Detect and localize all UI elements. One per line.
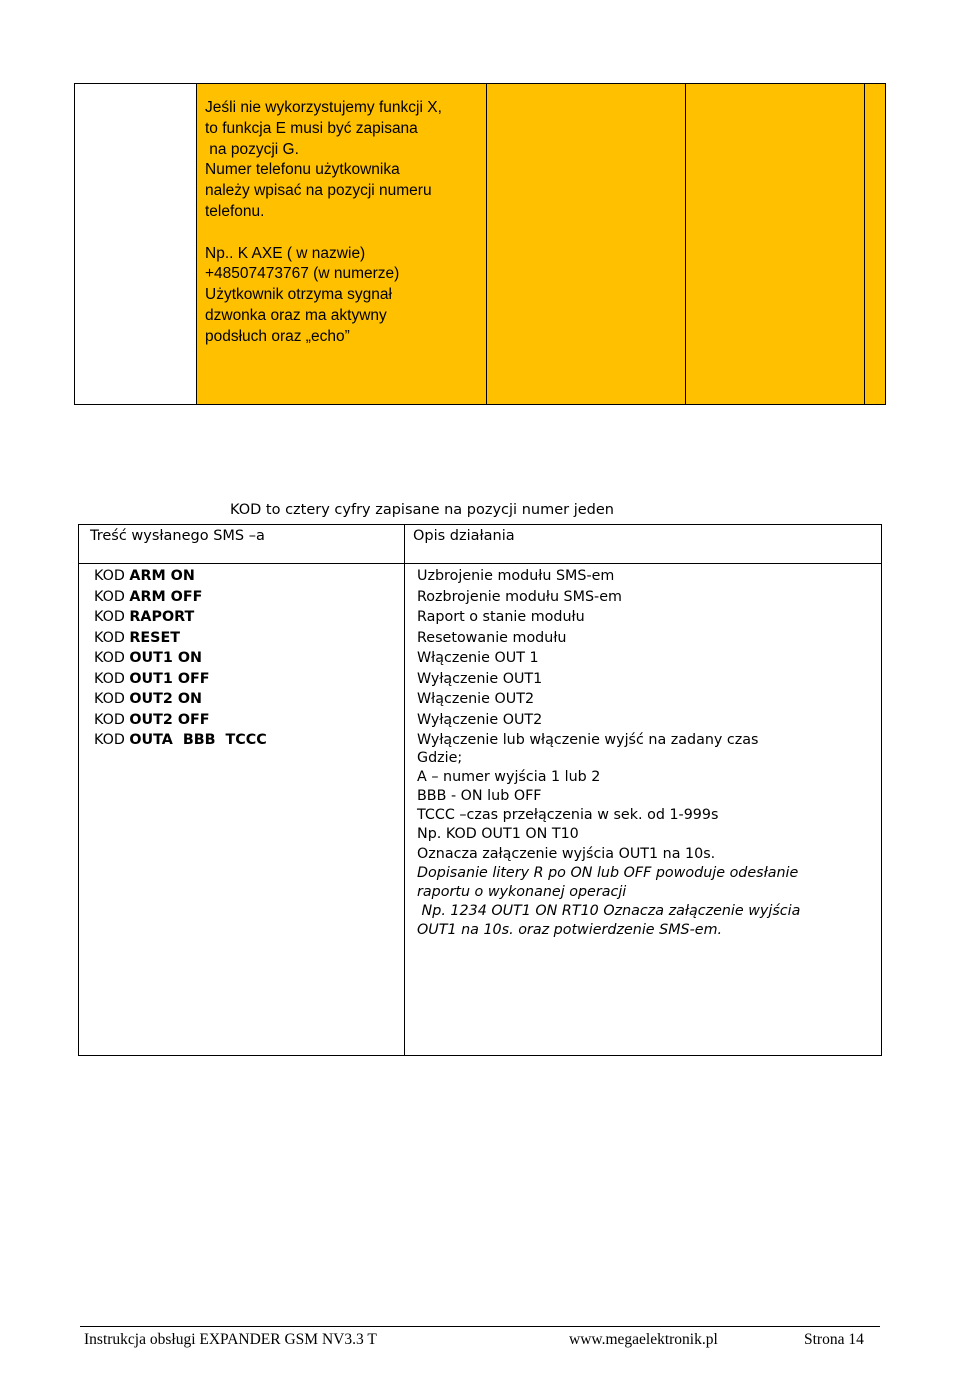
detail-line: TCCC –czas przełączenia w sek. od 1-999s [417, 807, 719, 824]
command-description: Wyłączenie OUT2 [417, 711, 543, 728]
detail-line: A – numer wyjścia 1 lub 2 [417, 769, 601, 786]
section-heading: KOD to cztery cyfry zapisane na pozycji numer jeden [230, 502, 614, 518]
sms-command [94, 607, 194, 627]
detail-line-italic: Dopisanie litery R po ON lub OFF powoduje odesłanie [417, 864, 799, 881]
table-divider [486, 84, 487, 404]
note-line: dzwonka oraz ma aktywny [205, 306, 387, 324]
command-prefix: KOD [94, 629, 130, 646]
table-header-divider [79, 563, 881, 564]
table-column-divider [404, 525, 405, 1055]
note-text [205, 98, 442, 348]
table-cell-yellow [865, 84, 885, 404]
command-description: Resetowanie modułu [417, 629, 567, 646]
command-description: Uzbrojenie modułu SMS-em [417, 568, 615, 584]
detail-line: Np. KOD OUT1 ON T10 [417, 826, 579, 843]
table-divider [685, 84, 686, 404]
detail-line-italic: Np. 1234 OUT1 ON RT10 Oznacza załączenie wyjścia [417, 902, 801, 919]
command-prefix: KOD [94, 670, 130, 687]
detail-line-italic: OUT1 na 10s. oraz potwierdzenie SMS-em. [417, 921, 723, 938]
detail-line: Oznacza załączenie wyjścia OUT1 na 10s. [417, 845, 716, 862]
note-line: telefonu. [205, 202, 265, 220]
detail-line: BBB - ON lub OFF [417, 788, 542, 805]
column-header-description: Opis działania [413, 528, 515, 544]
table-cell-yellow [487, 84, 685, 404]
table-cell-yellow [686, 84, 864, 404]
table-cell-empty [75, 84, 196, 404]
sms-command [94, 648, 202, 668]
detail-line: Gdzie; [417, 750, 463, 766]
sms-command [94, 628, 180, 648]
table-divider [864, 84, 865, 404]
command-keyword: RAPORT [129, 609, 195, 625]
command-keyword: OUTA BBB TCCC [129, 732, 267, 748]
sms-command [94, 566, 195, 586]
note-line: Numer telefonu użytkownika [205, 161, 400, 179]
column-header-sms: Treść wysłanego SMS –a [90, 528, 265, 544]
command-description: Wyłączenie lub włączenie wyjść na zadany czas [417, 732, 759, 748]
sms-command [94, 730, 267, 750]
command-description: Raport o stanie modułu [417, 609, 585, 625]
settings-table [74, 83, 886, 405]
command-keyword: OUT2 ON [129, 691, 202, 707]
footer-rule [80, 1326, 880, 1327]
sms-command [94, 689, 202, 709]
command-prefix: KOD [94, 732, 130, 748]
footer-website: www.megaelektronik.pl [569, 1331, 718, 1348]
detail-line-italic: raportu o wykonanej operacji [417, 883, 627, 900]
note-line: Jeśli nie wykorzystujemy funkcji X, [205, 99, 442, 116]
sms-command [94, 587, 202, 607]
command-keyword: RESET [129, 629, 180, 646]
command-prefix: KOD [94, 568, 130, 584]
command-description: Wyłączenie OUT1 [417, 670, 543, 687]
footer-page-number: Strona 14 [804, 1331, 864, 1348]
note-line: Użytkownik otrzyma sygnał [205, 286, 392, 304]
command-prefix: KOD [94, 711, 130, 728]
command-keyword: ARM ON [129, 568, 195, 584]
command-description: Włączenie OUT 1 [417, 650, 539, 666]
command-keyword: OUT1 OFF [129, 670, 210, 687]
note-line: podsłuch oraz „echo” [205, 327, 350, 345]
sms-command [94, 669, 210, 689]
note-line: to funkcja E musi być zapisana [205, 119, 418, 137]
note-line: +48507473767 (w numerze) [205, 265, 400, 283]
command-keyword: OUT2 OFF [129, 711, 210, 728]
note-line [205, 223, 442, 244]
command-keyword: ARM OFF [129, 588, 203, 605]
command-prefix: KOD [94, 609, 130, 625]
note-line: na pozycji G. [205, 140, 299, 158]
command-description: Włączenie OUT2 [417, 691, 535, 707]
table-cell-note [197, 84, 486, 404]
command-prefix: KOD [94, 588, 130, 605]
sms-command [94, 710, 210, 730]
command-prefix: KOD [94, 650, 130, 666]
command-description: Rozbrojenie modułu SMS-em [417, 588, 622, 605]
note-line: Np.. K AXE ( w nazwie) [205, 244, 366, 262]
command-keyword: OUT1 ON [129, 650, 202, 666]
command-prefix: KOD [94, 691, 130, 707]
footer-document-title: Instrukcja obsługi EXPANDER GSM NV3.3 T [84, 1331, 377, 1348]
table-divider [196, 84, 197, 404]
note-line: należy wpisać na pozycji numeru [205, 182, 432, 200]
